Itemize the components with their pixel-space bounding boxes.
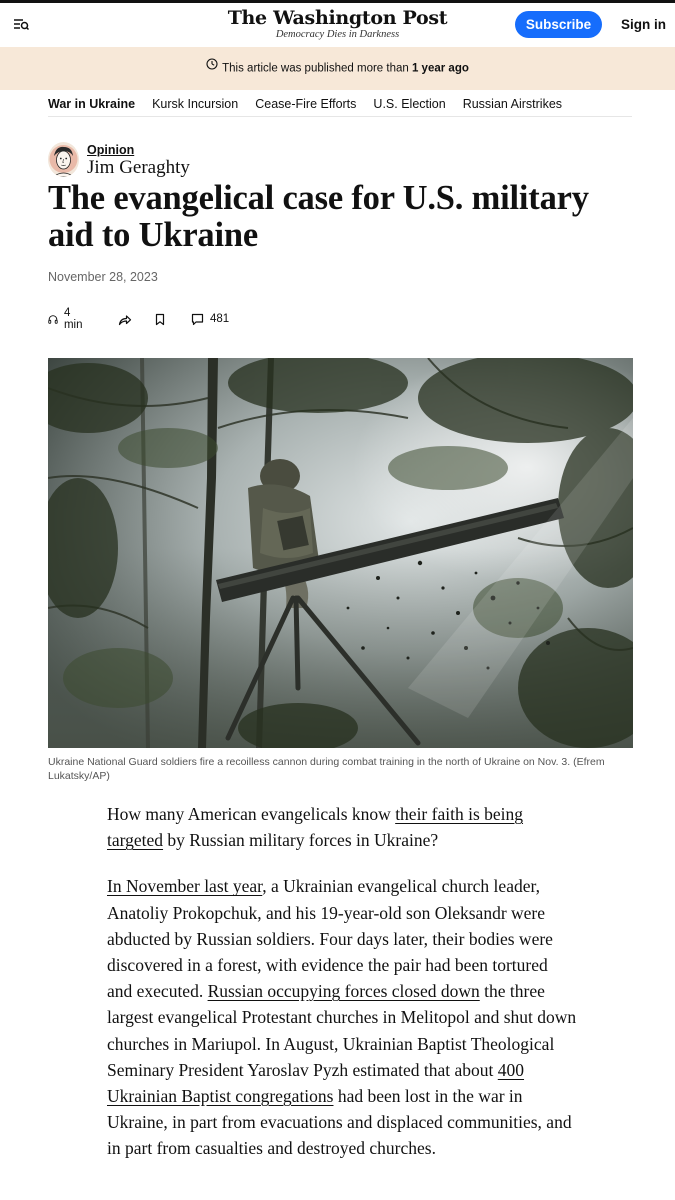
- byline-text: [87, 143, 190, 179]
- publish-age-banner: [0, 47, 675, 90]
- link-november-last-year[interactable]: In November last year: [107, 876, 263, 897]
- site-logo[interactable]: The Washington Post: [227, 7, 448, 29]
- listen-button[interactable]: [48, 309, 86, 329]
- banner-age: 1 year ago: [411, 62, 469, 75]
- link-occupying-forces[interactable]: Russian occupying forces closed down: [207, 981, 480, 1002]
- topic-nav-item-war-in-ukraine[interactable]: War in Ukraine: [48, 96, 136, 111]
- topic-nav-item-cease-fire-efforts[interactable]: Cease-Fire Efforts: [255, 96, 357, 111]
- site-header: [0, 3, 675, 47]
- hero-photo[interactable]: [48, 358, 633, 748]
- headphones-icon: [48, 313, 58, 326]
- author-avatar[interactable]: [48, 142, 79, 177]
- comment-count: 481: [210, 313, 230, 325]
- comments-button[interactable]: [191, 309, 229, 329]
- link-faith-targeted[interactable]: their faith is being targeted: [107, 804, 524, 851]
- share-button[interactable]: [118, 309, 132, 329]
- publish-date: November 28, 2023: [48, 270, 158, 284]
- topic-nav-item-us-election[interactable]: U.S. Election: [373, 96, 446, 111]
- photo-caption: Ukraine National Guard soldiers fire a recoilless cannon during combat training in the north of Ukraine on Nov. 3. (Efrem Lukatsky/AP): [48, 756, 605, 782]
- listen-duration: 4 min: [63, 307, 83, 331]
- save-button[interactable]: [154, 309, 166, 329]
- comment-icon: [191, 313, 204, 326]
- topic-nav-item-kursk-incursion[interactable]: Kursk Incursion: [152, 96, 239, 111]
- subscribe-button[interactable]: Subscribe: [515, 11, 602, 38]
- author-name-link[interactable]: Jim Geraghty: [87, 157, 190, 178]
- share-icon: [118, 313, 132, 326]
- article-headline: The evangelical case for U.S. military aid to Ukraine: [48, 179, 589, 254]
- article-body: [107, 801, 577, 1182]
- link-baptist-congregations[interactable]: 400 Ukrainian Baptist congregations: [107, 1059, 525, 1107]
- topic-nav: [48, 90, 632, 117]
- site-tagline: Democracy Dies in Darkness: [275, 29, 400, 40]
- opinion-section-link[interactable]: Opinion: [87, 143, 135, 157]
- paragraph-1: How many American evangelicals know their faith is being targeted by Russian military forces in Ukraine?: [107, 804, 524, 851]
- paragraph-2: In November last year, a Ukrainian evangelical church leader, Anatoliy Prokopchuk, and his 19-year-old son Oleksandr were abducted by Russian soldiers. Four days later, their bodies were discovered in a forest, with evidence the pair had been tortured and executed. Russian occupying forces closed down the three largest evangelical Protestant churches in Melitopol and shut down churches in Mariupol. In August, Ukrainian Baptist Theological Seminary President Yaroslav Pyzh estimated that about 400 Ukrainian Baptist congregations had been lost in the war in Ukraine, in part from evacuations and displaced communities, and in part from casualties and destroyed churches.: [107, 876, 577, 1159]
- sign-in-button[interactable]: Sign in: [621, 17, 666, 32]
- banner-text: This article was published more than: [222, 62, 412, 75]
- topic-nav-item-russian-airstrikes[interactable]: Russian Airstrikes: [462, 96, 563, 111]
- bookmark-icon: [154, 313, 166, 326]
- clock-icon: [206, 46, 218, 89]
